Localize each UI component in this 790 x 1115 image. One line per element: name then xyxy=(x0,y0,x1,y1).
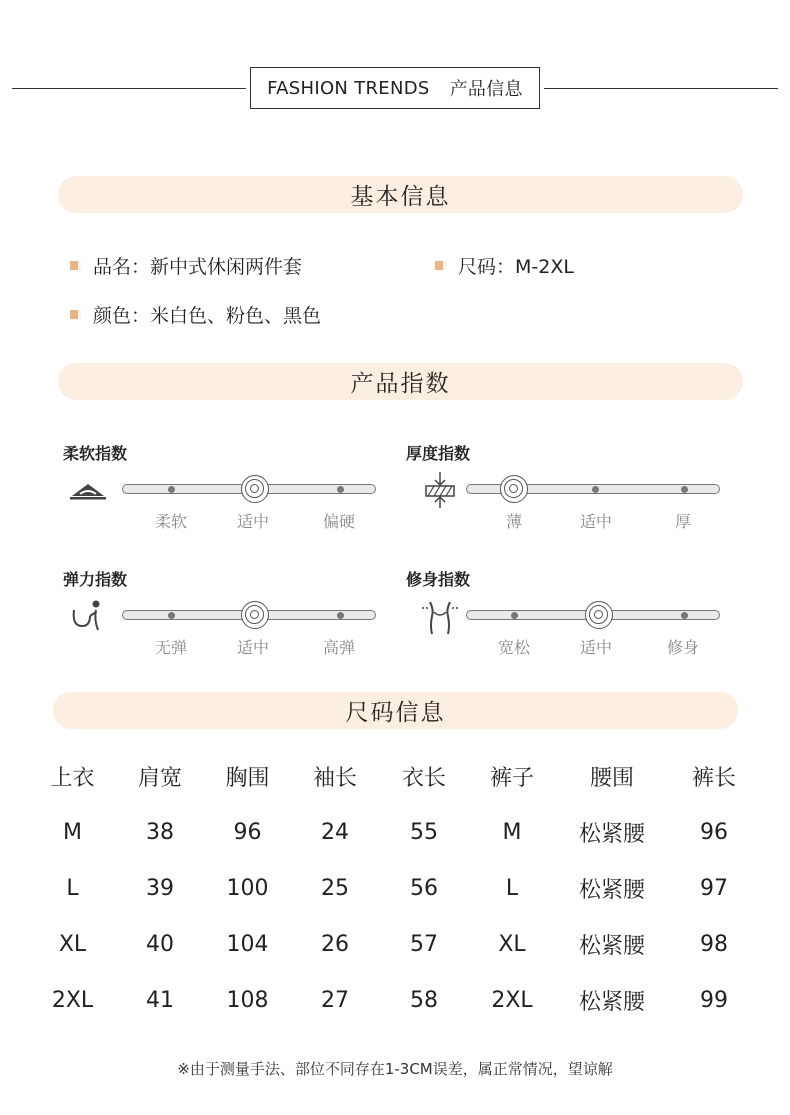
slider-dot xyxy=(168,612,175,619)
slider-dot xyxy=(681,612,688,619)
table-cell: 104 xyxy=(226,931,269,957)
slider-dot xyxy=(168,486,175,493)
header-cell-sleeve: 袖长 xyxy=(312,765,357,791)
tick-label: 薄 xyxy=(505,512,522,531)
header-en-title: FASHION TRENDS xyxy=(267,77,430,99)
fit-icon xyxy=(420,598,460,638)
table-cell: 27 xyxy=(321,987,349,1013)
header-cell-chest: 胸围 xyxy=(225,765,270,791)
table-cell: M xyxy=(502,819,522,845)
header-cell-shoulder: 肩宽 xyxy=(137,765,182,791)
table-cell: 41 xyxy=(146,987,174,1013)
table-cell: 松紧腰 xyxy=(578,877,645,903)
footnote: ※由于测量手法、部位不同存在1-3CM误差，属正常情况，望谅解 xyxy=(177,1060,613,1078)
bullet-icon xyxy=(70,310,79,319)
section-basic-title: 基本信息 xyxy=(350,184,451,210)
info-text: 颜色：米白色、粉色、黑色 xyxy=(93,305,322,327)
section-size-info xyxy=(53,692,738,729)
header-divider-right xyxy=(544,88,778,89)
table-cell: 96 xyxy=(700,819,728,845)
table-cell: 24 xyxy=(321,819,349,845)
table-cell: L xyxy=(505,875,519,901)
info-item-name xyxy=(70,252,302,279)
header-cell-length: 衣长 xyxy=(401,765,446,791)
slider-dot xyxy=(592,486,599,493)
table-cell: 2XL xyxy=(491,987,533,1013)
section-basic-info xyxy=(58,176,743,213)
slider-dot xyxy=(337,612,344,619)
header-cell-pants-length: 裤长 xyxy=(691,765,736,791)
tick-label: 高弹 xyxy=(322,638,355,657)
tick-label: 无弹 xyxy=(154,638,187,657)
slider-knob-fit xyxy=(585,601,613,629)
table-cell: 99 xyxy=(700,987,728,1013)
soft-icon xyxy=(68,470,108,510)
bullet-icon xyxy=(70,261,79,270)
header-zh-title: 产品信息 xyxy=(449,79,523,100)
table-cell: 26 xyxy=(321,931,349,957)
page-header xyxy=(250,67,540,109)
table-cell: 松紧腰 xyxy=(578,821,645,847)
info-text: 尺码：M-2XL xyxy=(458,256,574,278)
table-cell: 2XL xyxy=(51,987,94,1013)
slider-knob-thickness xyxy=(500,475,528,503)
slider-knob-softness xyxy=(241,475,269,503)
header-cell-top: 上衣 xyxy=(50,765,95,791)
thickness-icon xyxy=(420,470,460,510)
header-cell-pants: 裤子 xyxy=(489,765,534,791)
slider-dot xyxy=(337,486,344,493)
table-cell: 58 xyxy=(410,987,438,1013)
section-product-index xyxy=(58,363,743,400)
table-cell: 56 xyxy=(410,875,438,901)
info-item-size xyxy=(435,252,574,279)
table-row xyxy=(30,860,760,916)
table-cell: 98 xyxy=(700,931,728,957)
tick-label: 修身 xyxy=(666,638,699,657)
table-cell: 39 xyxy=(146,875,174,901)
header-cell-waist: 腰围 xyxy=(589,765,634,791)
table-cell: M xyxy=(63,819,82,845)
slider-dot xyxy=(681,486,688,493)
table-cell: 55 xyxy=(410,819,438,845)
tick-label: 适中 xyxy=(236,638,269,657)
table-cell: 38 xyxy=(146,819,174,845)
header-divider-left xyxy=(12,88,246,89)
slider-title-fit: 修身指数 xyxy=(406,570,471,589)
table-cell: 97 xyxy=(700,875,728,901)
section-index-title: 产品指数 xyxy=(350,371,451,397)
slider-dot xyxy=(511,612,518,619)
table-cell: 40 xyxy=(146,931,174,957)
elastic-icon xyxy=(68,598,108,638)
tick-label: 柔软 xyxy=(154,512,187,531)
tick-label: 宽松 xyxy=(497,638,530,657)
size-table xyxy=(30,748,760,1028)
tick-label: 厚 xyxy=(674,512,691,531)
slider-title-elastic: 弹力指数 xyxy=(63,570,128,589)
table-row xyxy=(30,916,760,972)
tick-label: 适中 xyxy=(579,512,612,531)
tick-label: 适中 xyxy=(236,512,269,531)
table-header-row xyxy=(30,748,760,804)
table-row xyxy=(30,972,760,1028)
bullet-icon xyxy=(435,261,444,270)
table-cell: XL xyxy=(58,931,87,957)
table-cell: 57 xyxy=(410,931,438,957)
table-cell: 96 xyxy=(233,819,262,845)
info-item-color xyxy=(70,301,321,328)
table-cell: 108 xyxy=(226,987,269,1013)
table-cell: 松紧腰 xyxy=(578,989,645,1015)
info-text: 品名：新中式休闲两件套 xyxy=(93,256,303,278)
table-cell: 25 xyxy=(321,875,349,901)
table-row xyxy=(30,804,760,860)
slider-knob-elastic xyxy=(241,601,269,629)
table-cell: 100 xyxy=(226,875,269,901)
slider-title-softness: 柔软指数 xyxy=(63,444,128,463)
tick-label: 偏硬 xyxy=(322,512,355,531)
table-cell: 松紧腰 xyxy=(578,933,645,959)
section-size-title: 尺码信息 xyxy=(345,700,446,726)
table-cell: XL xyxy=(498,931,526,957)
table-cell: L xyxy=(66,875,79,901)
slider-title-thickness: 厚度指数 xyxy=(406,444,471,463)
tick-label: 适中 xyxy=(579,638,612,657)
